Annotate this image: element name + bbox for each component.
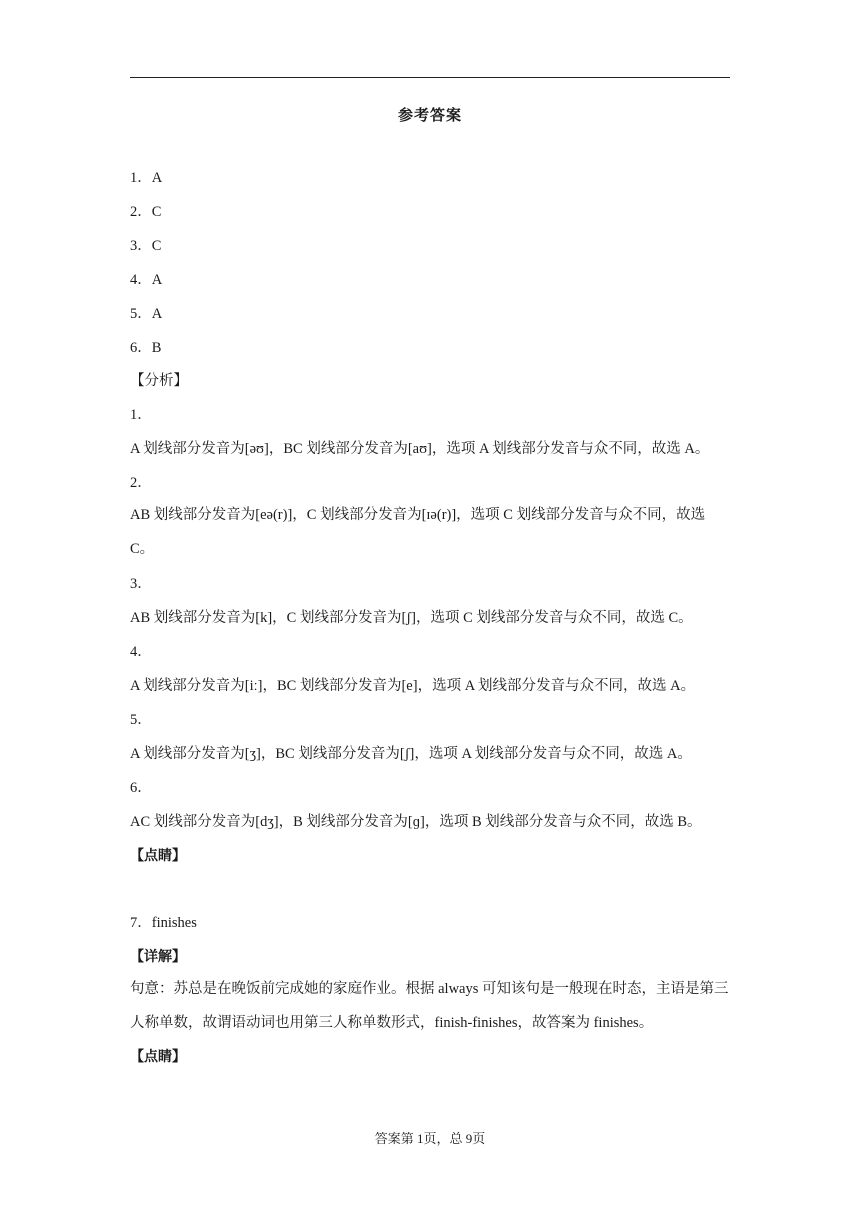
- header-rule: [130, 77, 730, 78]
- answer-item-3: 3．C: [130, 238, 162, 254]
- analysis-text-5: A 划线部分发音为[ʒ]，BC 划线部分发音为[ʃ]，选项 A 划线部分发音与众不同，故选 A。: [130, 746, 692, 762]
- comment-heading: 【点睛】: [130, 848, 186, 864]
- comment-heading-q7: 【点睛】: [130, 1049, 186, 1065]
- detail-text: 句意：苏总是在晚饭前完成她的家庭作业。根据 always 可知该句是一般现在时态，主语是第三人称单数，故谓语动词也用第三人称单数形式，finish-finishes，故答案为 finishes。: [130, 981, 729, 1031]
- analysis-text-6: AC 划线部分发音为[dʒ]，B 划线部分发音为[ɡ]，选项 B 划线部分发音与众不同，故选 B。: [130, 814, 702, 830]
- analysis-text-4: A 划线部分发音为[iː]，BC 划线部分发音为[e]，选项 A 划线部分发音与众不同，故选 A。: [130, 678, 696, 694]
- analysis-number-6: 6．: [130, 780, 152, 796]
- page-footer: 答案第 1页，总 9页: [374, 1131, 486, 1146]
- analysis-text-2: AB 划线部分发音为[eə(r)]，C 划线部分发音为[ɪə(r)]，选项 C 划线部分发音与众不同，故选 C。: [130, 507, 706, 557]
- analysis-heading: 【分析】: [130, 373, 188, 389]
- analysis-number-5: 5．: [130, 712, 152, 728]
- answer-item-6: 6．B: [130, 340, 162, 356]
- analysis-number-1: 1．: [130, 407, 152, 423]
- answer-item-5: 5．A: [130, 306, 163, 322]
- answer-item-7: 7．finishes: [130, 915, 197, 931]
- analysis-text-3: AB 划线部分发音为[k]，C 划线部分发音为[ʃ]，选项 C 划线部分发音与众不同，故选 C。: [130, 610, 693, 626]
- analysis-text-1: A 划线部分发音为[əʊ]，BC 划线部分发音为[aʊ]，选项 A 划线部分发音与众不同，故选 A。: [130, 441, 710, 457]
- answer-item-1: 1．A: [130, 170, 163, 186]
- analysis-number-4: 4．: [130, 644, 152, 660]
- analysis-number-3: 3．: [130, 576, 152, 592]
- analysis-number-2: 2．: [130, 475, 152, 491]
- detail-heading: 【详解】: [130, 949, 186, 965]
- answer-item-2: 2．C: [130, 204, 162, 220]
- answer-item-4: 4．A: [130, 272, 163, 288]
- page-title: 参考答案: [397, 106, 462, 124]
